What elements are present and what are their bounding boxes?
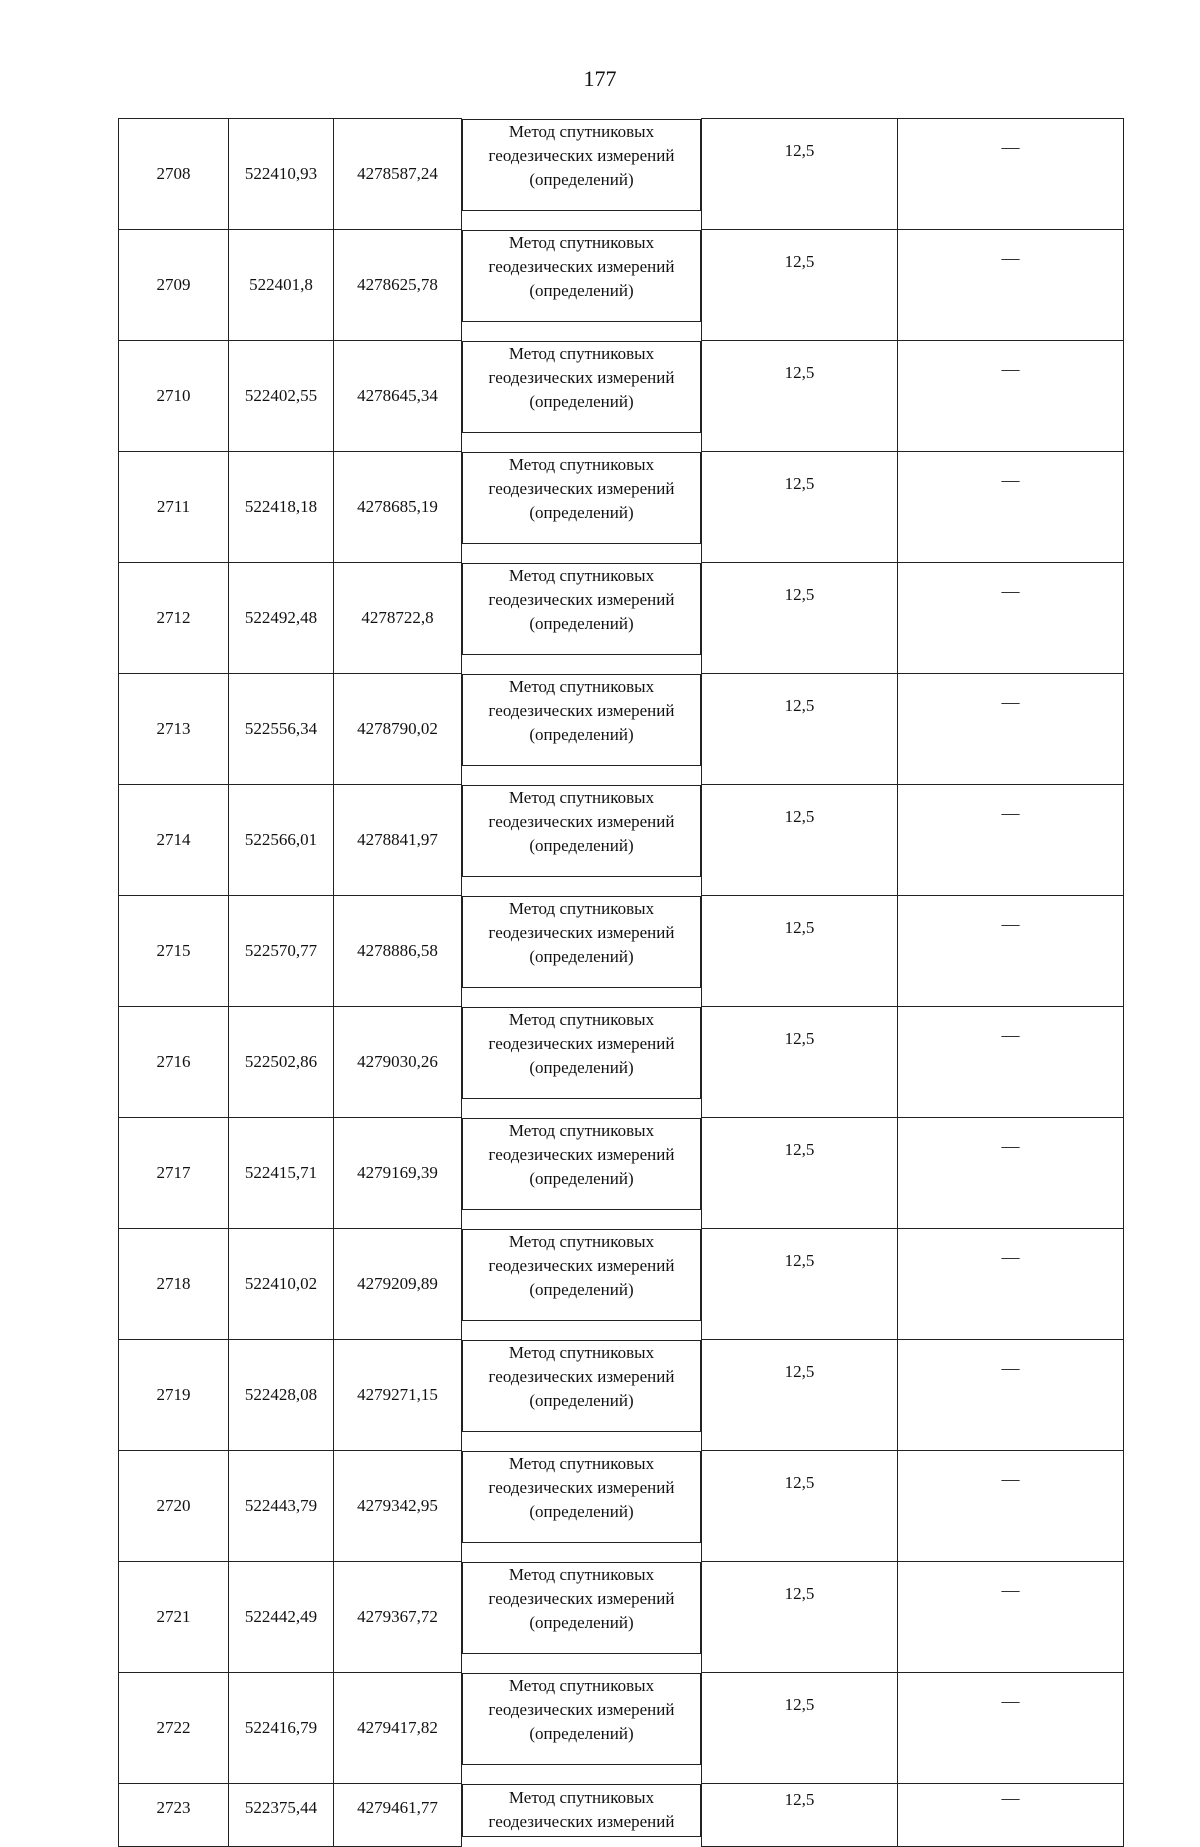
method-text-line: Метод спутниковых <box>508 1787 655 1807</box>
x-coordinate-cell: 522401,8 <box>229 230 334 341</box>
x-coordinate-cell: 522570,77 <box>229 896 334 1007</box>
method-cell <box>462 1673 701 1765</box>
method-text-line: геодезических измерений <box>488 478 675 498</box>
accuracy-cell: 12,5 <box>702 1673 898 1784</box>
y-coordinate-cell: 4278587,24 <box>334 119 462 230</box>
point-number-cell: 2708 <box>119 119 229 230</box>
method-cell <box>462 1118 701 1210</box>
method-text-line: Метод спутниковых <box>508 1342 655 1362</box>
method-text-line: Метод спутниковых <box>508 1675 655 1695</box>
accuracy-cell: 12,5 <box>702 1562 898 1673</box>
table-row <box>119 1229 1124 1340</box>
point-number-cell: 2714 <box>119 785 229 896</box>
method-text-line: Метод спутниковых <box>508 565 655 585</box>
y-coordinate-cell: 4279209,89 <box>334 1229 462 1340</box>
point-number-cell: 2715 <box>119 896 229 1007</box>
method-cell <box>462 119 701 211</box>
table-row <box>119 563 1124 674</box>
method-cell <box>462 563 701 655</box>
method-text-line: (определений) <box>529 1279 634 1299</box>
method-text-line: (определений) <box>529 502 634 522</box>
method-text-line: Метод спутниковых <box>508 1564 655 1584</box>
x-coordinate-cell: 522402,55 <box>229 341 334 452</box>
accuracy-cell: 12,5 <box>702 230 898 341</box>
method-text-line: (определений) <box>529 1501 634 1521</box>
accuracy-cell: 12,5 <box>702 1007 898 1118</box>
note-cell: — <box>898 896 1124 1007</box>
point-number-cell: 2720 <box>119 1451 229 1562</box>
table-row <box>119 341 1124 452</box>
accuracy-cell: 12,5 <box>702 341 898 452</box>
method-text-line: (определений) <box>529 724 634 744</box>
y-coordinate-cell: 4278685,19 <box>334 452 462 563</box>
method-text-line: геодезических измерений <box>488 256 675 276</box>
table-row <box>119 1562 1124 1673</box>
method-text-line: геодезических измерений <box>488 1699 675 1719</box>
method-text-line: геодезических измерений <box>488 1811 675 1831</box>
y-coordinate-cell: 4279367,72 <box>334 1562 462 1673</box>
method-text-line: геодезических измерений <box>488 1033 675 1053</box>
note-cell: — <box>898 1007 1124 1118</box>
method-text-line: (определений) <box>529 1723 634 1743</box>
method-cell <box>462 1229 701 1321</box>
method-text-line: Метод спутниковых <box>508 676 655 696</box>
method-text-line: Метод спутниковых <box>508 121 655 141</box>
accuracy-cell: 12,5 <box>702 119 898 230</box>
accuracy-cell: 12,5 <box>702 452 898 563</box>
x-coordinate-cell: 522502,86 <box>229 1007 334 1118</box>
note-cell: — <box>898 1784 1124 1847</box>
x-coordinate-cell: 522410,02 <box>229 1229 334 1340</box>
method-text-line: геодезических измерений <box>488 811 675 831</box>
method-cell <box>462 230 701 322</box>
x-coordinate-cell: 522442,49 <box>229 1562 334 1673</box>
point-number-cell: 2717 <box>119 1118 229 1229</box>
note-cell: — <box>898 785 1124 896</box>
table-row <box>119 452 1124 563</box>
y-coordinate-cell: 4279030,26 <box>334 1007 462 1118</box>
method-text-line: (определений) <box>529 613 634 633</box>
note-cell: — <box>898 1118 1124 1229</box>
method-cell <box>462 341 701 433</box>
method-text-line: геодезических измерений <box>488 1588 675 1608</box>
method-text-line: Метод спутниковых <box>508 1231 655 1251</box>
method-text-line: (определений) <box>529 1390 634 1410</box>
accuracy-cell: 12,5 <box>702 674 898 785</box>
x-coordinate-cell: 522556,34 <box>229 674 334 785</box>
note-cell: — <box>898 230 1124 341</box>
method-cell <box>462 452 701 544</box>
note-cell: — <box>898 1340 1124 1451</box>
x-coordinate-cell: 522416,79 <box>229 1673 334 1784</box>
method-text-line: Метод спутниковых <box>508 454 655 474</box>
note-cell: — <box>898 1673 1124 1784</box>
method-text-line: Метод спутниковых <box>508 232 655 252</box>
y-coordinate-cell: 4278625,78 <box>334 230 462 341</box>
page-number: 177 <box>583 66 617 91</box>
y-coordinate-cell: 4279342,95 <box>334 1451 462 1562</box>
point-number-cell: 2716 <box>119 1007 229 1118</box>
method-cell <box>462 1784 701 1837</box>
y-coordinate-cell: 4279417,82 <box>334 1673 462 1784</box>
method-text-line: Метод спутниковых <box>508 343 655 363</box>
method-text-line: Метод спутниковых <box>508 1009 655 1029</box>
table-row <box>119 1451 1124 1562</box>
method-text-line: (определений) <box>529 1612 634 1632</box>
y-coordinate-cell: 4279461,77 <box>334 1784 462 1847</box>
method-text-line: (определений) <box>529 1168 634 1188</box>
method-text-line: геодезических измерений <box>488 1366 675 1386</box>
point-number-cell: 2721 <box>119 1562 229 1673</box>
table-row <box>119 896 1124 1007</box>
method-text-line: (определений) <box>529 835 634 855</box>
table-row <box>119 230 1124 341</box>
table-row <box>119 1118 1124 1229</box>
x-coordinate-cell: 522492,48 <box>229 563 334 674</box>
table-row <box>119 1007 1124 1118</box>
table-row <box>119 1784 1124 1847</box>
method-text-line: геодезических измерений <box>488 922 675 942</box>
table-row <box>119 1673 1124 1784</box>
method-text-line: Метод спутниковых <box>508 898 655 918</box>
method-text-line: геодезических измерений <box>488 589 675 609</box>
x-coordinate-cell: 522375,44 <box>229 1784 334 1847</box>
point-number-cell: 2719 <box>119 1340 229 1451</box>
method-text-line: Метод спутниковых <box>508 1120 655 1140</box>
y-coordinate-cell: 4279271,15 <box>334 1340 462 1451</box>
table-row <box>119 674 1124 785</box>
method-text-line: (определений) <box>529 946 634 966</box>
note-cell: — <box>898 1229 1124 1340</box>
note-cell: — <box>898 674 1124 785</box>
method-text-line: (определений) <box>529 1057 634 1077</box>
table-row <box>119 1340 1124 1451</box>
accuracy-cell: 12,5 <box>702 896 898 1007</box>
note-cell: — <box>898 119 1124 230</box>
method-cell <box>462 1562 701 1654</box>
method-cell <box>462 785 701 877</box>
method-text-line: геодезических измерений <box>488 145 675 165</box>
x-coordinate-cell: 522410,93 <box>229 119 334 230</box>
y-coordinate-cell: 4278645,34 <box>334 341 462 452</box>
x-coordinate-cell: 522566,01 <box>229 785 334 896</box>
x-coordinate-cell: 522418,18 <box>229 452 334 563</box>
point-number-cell: 2722 <box>119 1673 229 1784</box>
method-text-line: геодезических измерений <box>488 1144 675 1164</box>
method-text-line: (определений) <box>529 391 634 411</box>
y-coordinate-cell: 4278841,97 <box>334 785 462 896</box>
method-text-line: (определений) <box>529 169 634 189</box>
accuracy-cell: 12,5 <box>702 1451 898 1562</box>
note-cell: — <box>898 452 1124 563</box>
accuracy-cell: 12,5 <box>702 563 898 674</box>
table-row <box>119 785 1124 896</box>
method-text-line: (определений) <box>529 280 634 300</box>
note-cell: — <box>898 563 1124 674</box>
accuracy-cell: 12,5 <box>702 1340 898 1451</box>
method-cell <box>462 896 701 988</box>
accuracy-cell: 12,5 <box>702 785 898 896</box>
x-coordinate-cell: 522415,71 <box>229 1118 334 1229</box>
method-text-line: геодезических измерений <box>488 367 675 387</box>
point-number-cell: 2711 <box>119 452 229 563</box>
point-number-cell: 2709 <box>119 230 229 341</box>
method-text-line: Метод спутниковых <box>508 1453 655 1473</box>
table-row <box>119 119 1124 230</box>
accuracy-cell: 12,5 <box>702 1784 898 1847</box>
method-cell <box>462 1451 701 1543</box>
y-coordinate-cell: 4279169,39 <box>334 1118 462 1229</box>
method-text-line: геодезических измерений <box>488 1255 675 1275</box>
point-number-cell: 2710 <box>119 341 229 452</box>
x-coordinate-cell: 522428,08 <box>229 1340 334 1451</box>
method-cell <box>462 674 701 766</box>
method-text-line: геодезических измерений <box>488 1477 675 1497</box>
accuracy-cell: 12,5 <box>702 1229 898 1340</box>
accuracy-cell: 12,5 <box>702 1118 898 1229</box>
point-number-cell: 2713 <box>119 674 229 785</box>
method-cell <box>462 1007 701 1099</box>
y-coordinate-cell: 4278790,02 <box>334 674 462 785</box>
y-coordinate-cell: 4278722,8 <box>334 563 462 674</box>
coordinates-table <box>118 118 1124 1847</box>
x-coordinate-cell: 522443,79 <box>229 1451 334 1562</box>
note-cell: — <box>898 1562 1124 1673</box>
method-text-line: Метод спутниковых <box>508 787 655 807</box>
method-text-line: геодезических измерений <box>488 700 675 720</box>
point-number-cell: 2718 <box>119 1229 229 1340</box>
method-cell <box>462 1340 701 1432</box>
point-number-cell: 2723 <box>119 1784 229 1847</box>
note-cell: — <box>898 341 1124 452</box>
point-number-cell: 2712 <box>119 563 229 674</box>
y-coordinate-cell: 4278886,58 <box>334 896 462 1007</box>
note-cell: — <box>898 1451 1124 1562</box>
table-body <box>119 119 1124 1847</box>
